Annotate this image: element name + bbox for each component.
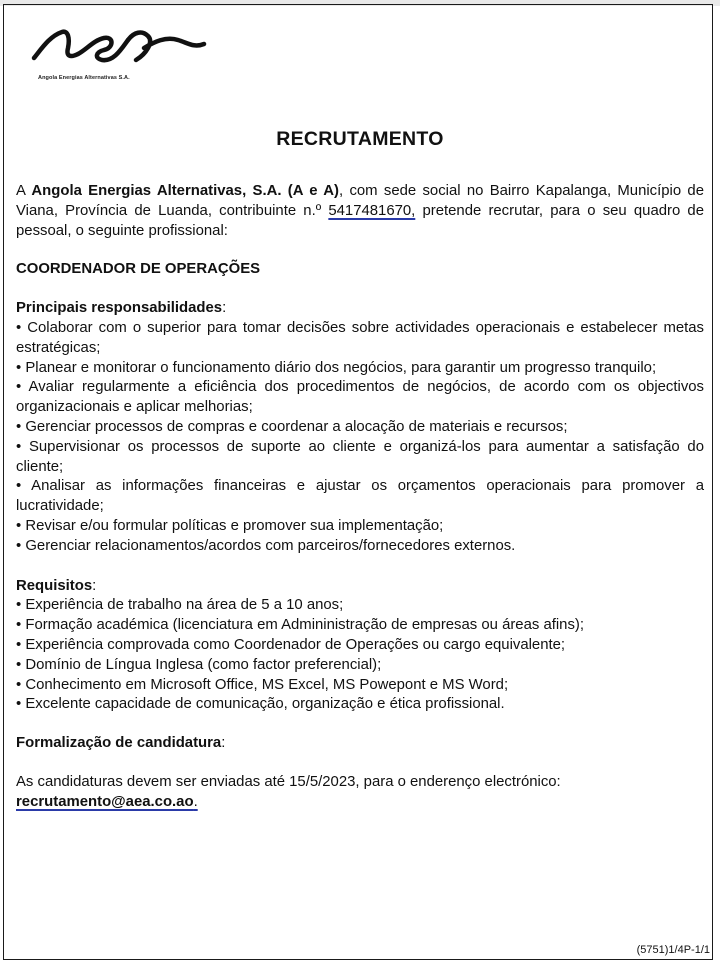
company-name: Angola Energias Alternativas, S.A. (A e A) bbox=[31, 183, 339, 199]
list-item: • Gerenciar processos de compras e coordenar a alocação de materiais e recursos; bbox=[16, 418, 568, 435]
intro-suffix: pretende recrutar, para o seu quadro de pessoal, o seguinte profissional: bbox=[16, 202, 704, 239]
email-link[interactable]: recrutamento@aea.co.ao bbox=[16, 793, 194, 810]
spacer bbox=[16, 715, 704, 734]
list-item: • Experiência comprovada como Coordenador de Operações ou cargo equivalente; bbox=[16, 636, 566, 653]
responsibilities-heading: Principais responsabilidades: bbox=[16, 300, 227, 317]
application-text: As candidaturas devem ser enviadas até 15/5/2023, para o enderenço electrónico: bbox=[16, 773, 561, 790]
logo-caption: Angola Energias Alternativas S.A. bbox=[38, 75, 130, 81]
spacer bbox=[16, 241, 704, 260]
aea-wave-logo-icon bbox=[28, 18, 208, 78]
page-title: RECRUTAMENTO bbox=[276, 128, 444, 150]
spacer bbox=[16, 557, 704, 577]
requirements-heading: Requisitos: bbox=[16, 577, 97, 594]
list-item: • Revisar e/ou formular políticas e promover sua implementação; bbox=[16, 517, 444, 534]
list-item: • Domínio de Língua Inglesa (como factor preferencial); bbox=[16, 656, 382, 673]
list-item: • Supervisionar os processos de suporte ao cliente e organizá-los para aumentar a satisfação do cliente; bbox=[16, 438, 704, 475]
list-item: • Experiência de trabalho na área de 5 a 10 anos; bbox=[16, 597, 344, 614]
ad-body bbox=[16, 182, 704, 813]
list-item: • Gerenciar relacionamentos/acordos com parceiros/fornecedores externos. bbox=[16, 537, 516, 554]
list-item: • Colaborar com o superior para tomar decisões sobre actividades operacionais e estabelecer metas estratégicas; bbox=[16, 319, 704, 356]
list-item: • Analisar as informações financeiras e ajustar os orçamentos operacionais para promover a lucratividade; bbox=[16, 478, 704, 515]
tax-id: 5417481670, bbox=[328, 202, 416, 219]
application-heading: Formalização de candidatura: bbox=[16, 735, 226, 752]
list-item: • Formação académica (licenciatura em Admininistração de empresas ou áreas afins); bbox=[16, 617, 585, 634]
position-title: COORDENADOR DE OPERAÇÕES bbox=[16, 261, 261, 278]
intro-middle: , com sede social no Bairro Kapalanga, Município de Viana, Província de Luanda, contribuinte n.º bbox=[16, 183, 704, 219]
email-line: recrutamento@aea.co.ao. bbox=[16, 793, 198, 810]
list-item: • Avaliar regularmente a eficiência dos procedimentos de negócios, de acordo com os objectivos organizacionais e aplicar melhorias; bbox=[16, 379, 704, 416]
list-item: • Excelente capacidade de comunicação, organização e ética profissional. bbox=[16, 696, 505, 713]
intro-prefix: A bbox=[16, 183, 32, 199]
footer-reference: (5751)1/4P-1/1 bbox=[636, 944, 710, 956]
intro-paragraph bbox=[16, 182, 704, 241]
list-item: • Planear e monitorar o funcionamento diário dos negócios, para garantir um progresso tranquilo; bbox=[16, 359, 657, 376]
list-item: • Conhecimento em Microsoft Office, MS Excel, MS Powepont e MS Word; bbox=[16, 676, 509, 693]
spacer bbox=[16, 280, 704, 299]
spacer bbox=[16, 754, 704, 773]
